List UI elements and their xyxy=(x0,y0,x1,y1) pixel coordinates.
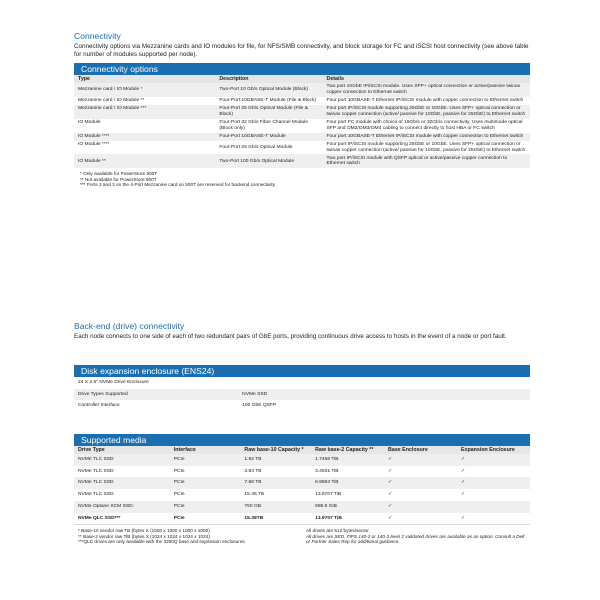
table-row xyxy=(74,400,530,412)
check-icon: ✓ xyxy=(384,513,457,525)
table-row xyxy=(74,389,530,401)
connectivity-section xyxy=(74,31,530,190)
col-header-drive-type: Drive Type xyxy=(74,446,170,454)
cell-raw-base10: 1.92 TB xyxy=(240,454,311,466)
cell-interface: PCIe xyxy=(170,501,241,513)
check-icon: ✓ xyxy=(384,489,457,501)
table-row xyxy=(74,83,530,97)
media-bar: Supported media xyxy=(74,434,530,446)
table-row xyxy=(74,105,530,119)
cell-details: Four port FC module with choice of 16Gb/s or 32Gb/s connectivity. Uses multimode optical SFP and OM2/OM3/OM4 cabling to connect directly to host HBA or FC switch xyxy=(323,119,530,133)
table-row xyxy=(74,466,530,478)
col-header-base-enclosure: Base Enclosure xyxy=(384,446,457,454)
check-icon: ✓ xyxy=(457,466,530,478)
col-header-type: Type xyxy=(74,75,215,83)
cell-raw-base2: 1.7466 TiB xyxy=(311,454,384,466)
check-icon: ✓ xyxy=(457,477,530,489)
cell-raw-base2: 13.9707 TiB xyxy=(311,513,384,525)
table-row xyxy=(74,513,530,525)
cell-interface: PCIe xyxy=(170,513,241,525)
cell-value: NVMe SSD xyxy=(238,389,530,401)
table-row xyxy=(74,377,530,389)
cell-description: Four-Port 25 Gb/s Optical Module (File & Block) xyxy=(215,105,322,119)
cell-raw-base10: 15.36TB xyxy=(240,513,311,525)
enclosure-bar: Disk expansion enclosure (ENS24) xyxy=(74,365,530,377)
check-icon: ✓ xyxy=(384,477,457,489)
backend-intro: Each node connects to one side of each of two redundant pairs of GbE ports, providing continuous drive access to hosts in the event of a node or port fault. xyxy=(74,333,507,340)
cell-details: Four port 10GBASE-T Ethernet IP/iSCSI module with copper connection to Ethernet switch xyxy=(323,97,530,105)
cell-details: Four port IP/iSCSI module supporting 25GbE or 10GbE. Uses SFP+ optical connection or twinax copper connection (active/ passive for 10GbE, passive for 25GbE) to Ethernet switch xyxy=(323,105,530,119)
check-icon: ✓ xyxy=(384,501,457,513)
cell-drive-type: NVMe TLC SSD xyxy=(74,466,170,478)
cell-details: Two port 10GbE IP/iSCSI module. Uses SFP+ optical connection or active/passive twinax copper connection to Ethernet switch xyxy=(323,83,530,97)
cell-value: 100 GbE QSFP xyxy=(238,400,530,412)
cell-interface: PCIe xyxy=(170,477,241,489)
footnote: ** Base-2 vendor raw TiB (bytes X (1024 x 1024 x 1024 x 1024) xyxy=(78,533,210,539)
cell-raw-base2: 3.4931 TiB xyxy=(311,466,384,478)
table-row xyxy=(74,141,530,155)
cell-type: IO Module xyxy=(74,119,215,133)
cell-drive-type: NVMe TLC SSD xyxy=(74,454,170,466)
cell-interface: PCIe xyxy=(170,466,241,478)
footnote: * Base-10 vendor raw TB (bytes X (1000 x 1000 x 1000 x 1000) xyxy=(78,528,210,534)
cell-label: Controller Interface xyxy=(74,400,238,412)
media-section xyxy=(74,430,530,547)
backend-section xyxy=(74,321,530,341)
cell-raw-base2: 698.6 GiB xyxy=(311,501,384,513)
cell-description: Four-Port 10GBASE-T Module (File & Block) xyxy=(215,97,322,105)
cell-interface: PCIe xyxy=(170,489,241,501)
col-header-raw-base10: Raw base-10 Capacity * xyxy=(240,446,311,454)
col-header-expansion-enclosure: Expansion Enclosure xyxy=(457,446,530,454)
connectivity-heading: Connectivity xyxy=(74,31,121,41)
enclosure-section xyxy=(74,361,530,412)
col-header-details: Details xyxy=(323,75,530,83)
cell-label: Drive Types Supported xyxy=(74,389,238,401)
col-header-description: Description xyxy=(215,75,322,83)
footnote: * Only available for PowerStore 500T xyxy=(80,171,158,177)
cell-raw-base2: 13.9707 TiB xyxy=(311,489,384,501)
table-row xyxy=(74,454,530,466)
backend-heading: Back-end (drive) connectivity xyxy=(74,321,185,331)
table-row xyxy=(74,501,530,513)
footnote: ***QLC drives are only available with the 3200Q base and expansion enclosures xyxy=(78,539,245,545)
cell-type: IO Module **** xyxy=(74,133,215,141)
table-header-row xyxy=(74,446,530,454)
cell-description: Four-Port 25 Gb/s Optical Module xyxy=(215,141,322,155)
cell-description: Two-Port 100 Gb/s Optical Module xyxy=(215,154,322,168)
cell-drive-type: NVMe Optane SCM SSD. xyxy=(74,501,170,513)
table-row xyxy=(74,97,530,105)
cell-description: Four-Port 32 Gb/s Fibre Channel Module (Block only) xyxy=(215,119,322,133)
table-row xyxy=(74,133,530,141)
check-icon: ✓ xyxy=(384,454,457,466)
media-table xyxy=(74,446,530,524)
media-footnotes xyxy=(74,524,530,547)
footnote: *** Ports 2 and 3 on the 4-Port Mezzanine card on 500T are reserved for backend connectivity xyxy=(80,182,276,188)
cell-details: Four port IP/iSCSI module supporting 25GbE or 10GbE. Uses SFP+ optical connection or twinax copper connection (active/ passive for 10GbE, passive for 25GbE) to Ethernet switch xyxy=(323,141,530,155)
check-icon: ✓ xyxy=(384,466,457,478)
cell-raw-base10: 750 GB xyxy=(240,501,311,513)
cell-type: Mezzanine card / IO Module * xyxy=(74,83,215,97)
cell-type: Mezzanine card / IO Module ** xyxy=(74,97,215,105)
table-header-row xyxy=(74,75,530,83)
cell-type: IO Module **** xyxy=(74,141,215,155)
cell-type: Mezzanine card / IO Module *** xyxy=(74,105,215,119)
cell-raw-base10: 15.36 TB xyxy=(240,489,311,501)
col-header-interface: Interface xyxy=(170,446,241,454)
media-footnotes-right xyxy=(302,525,530,547)
cell-type: IO Module ** xyxy=(74,154,215,168)
cell-drive-type: NVMe QLC SSD*** xyxy=(74,513,170,525)
footnote: ** Not available for PowerStore 500T xyxy=(80,176,157,182)
cell-raw-base10: 3.84 TB xyxy=(240,466,311,478)
cell-interface: PCIe xyxy=(170,454,241,466)
table-row xyxy=(74,477,530,489)
enclosure-caption: 24 X 2.5" NVMe Drive Enclosure xyxy=(74,377,530,389)
footnote: All drives are 512 bytes/sector. xyxy=(306,528,370,534)
enclosure-table xyxy=(74,377,530,412)
cell-raw-base10: 7.68 TB xyxy=(240,477,311,489)
empty-cell xyxy=(457,501,530,513)
cell-drive-type: NVMe TLC SSD xyxy=(74,489,170,501)
table-row xyxy=(74,119,530,133)
cell-description: Two-Port 10 Gb/s Optical Module (Block) xyxy=(215,83,322,97)
cell-description: Four-Port 10GBASE-T Module xyxy=(215,133,322,141)
table-row xyxy=(74,154,530,168)
cell-details: Four port 10GBASE-T Ethernet IP/iSCSI module with copper connection to Ethernet switch xyxy=(323,133,530,141)
connectivity-footnotes xyxy=(74,168,530,190)
col-header-raw-base2: Raw base-2 Capacity ** xyxy=(311,446,384,454)
table-row xyxy=(74,489,530,501)
cell-raw-base2: 6.9863 TiB xyxy=(311,477,384,489)
connectivity-options-bar: Connectivity options xyxy=(74,63,530,75)
cell-details: Two port IP/iSCSI module with QSFP optical or active/passive copper connection to Ethernet switch xyxy=(323,154,530,168)
cell-drive-type: NVMe TLC SSD xyxy=(74,477,170,489)
check-icon: ✓ xyxy=(457,489,530,501)
media-footnotes-left xyxy=(74,525,302,547)
check-icon: ✓ xyxy=(457,513,530,525)
footnote: All drives are SED. FIPS 140-2 or 140-3 level 2 validated drives are available as an option. Consult a Dell or Partner Sales Rep for additional guidance. xyxy=(306,533,525,545)
check-icon: ✓ xyxy=(457,454,530,466)
connectivity-options-table xyxy=(74,75,530,168)
connectivity-intro: Connectivity options via Mezzanine cards and IO modules for file, for NFS/SMB connectivity, and block storage for FC and iSCSI host connectivity (see above table for number of modules supported per node). xyxy=(74,43,529,58)
